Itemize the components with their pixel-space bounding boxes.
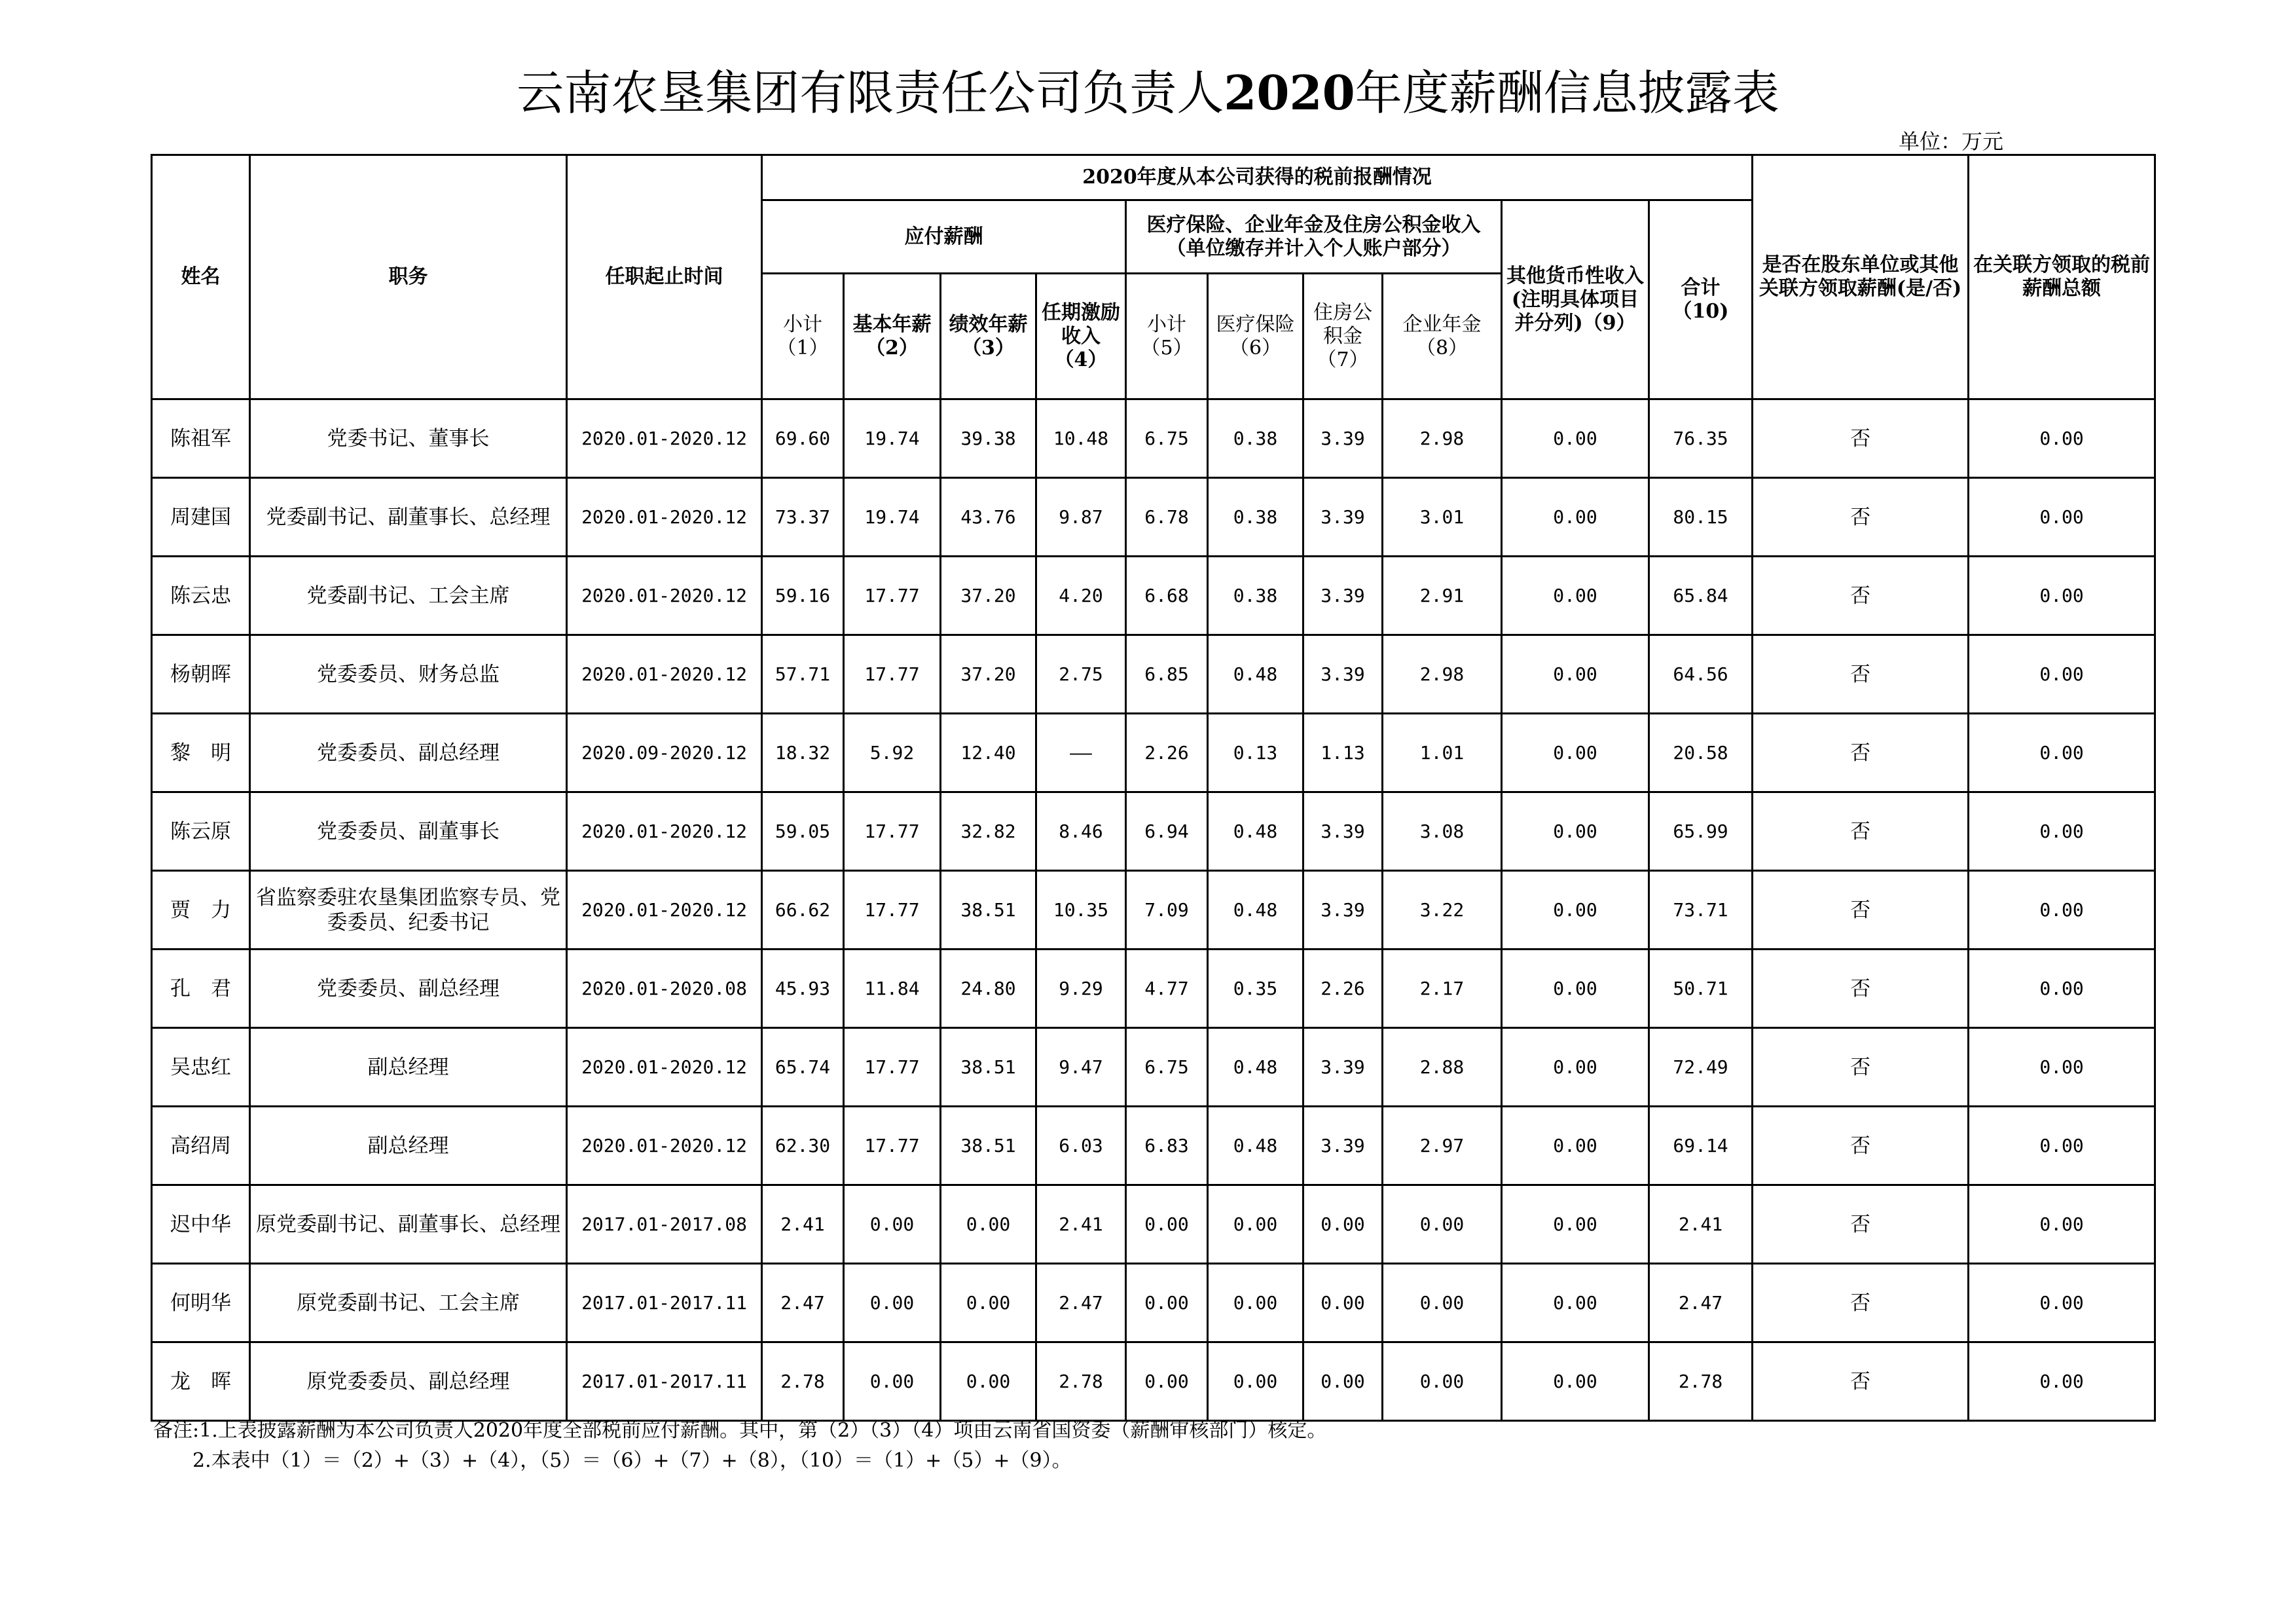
title-suffix: 年度薪酬信息披露表 bbox=[1355, 65, 1779, 120]
cell-performance-salary: 24.80 bbox=[941, 950, 1036, 1028]
cell-medical-insurance: 0.00 bbox=[1208, 1264, 1303, 1342]
header-total: 合计（10) bbox=[1649, 200, 1753, 399]
table-row bbox=[152, 1264, 2155, 1342]
cell-related-total: 0.00 bbox=[1969, 635, 2155, 714]
cell-term: 2020.09-2020.12 bbox=[567, 714, 762, 792]
cell-shareholder-pay: 否 bbox=[1753, 478, 1969, 557]
cell-position: 党委委员、副总经理 bbox=[250, 714, 567, 792]
header-shareholder-pay: 是否在股东单位或其他关联方领取薪酬(是/否) bbox=[1753, 155, 1969, 399]
cell-shareholder-pay: 否 bbox=[1753, 1185, 1969, 1264]
cell-other-income: 0.00 bbox=[1502, 399, 1649, 478]
cell-subtotal-1: 73.37 bbox=[762, 478, 844, 557]
cell-medical-insurance: 0.48 bbox=[1208, 792, 1303, 871]
table-row bbox=[152, 792, 2155, 871]
cell-tenure-incentive: 2.41 bbox=[1036, 1185, 1126, 1264]
cell-tenure-incentive: 9.47 bbox=[1036, 1028, 1126, 1107]
cell-subtotal-5: 0.00 bbox=[1126, 1264, 1208, 1342]
cell-term: 2020.01-2020.12 bbox=[567, 871, 762, 950]
cell-related-total: 0.00 bbox=[1969, 1028, 2155, 1107]
cell-other-income: 0.00 bbox=[1502, 792, 1649, 871]
cell-performance-salary: 0.00 bbox=[941, 1185, 1036, 1264]
cell-base-salary: 17.77 bbox=[844, 557, 941, 635]
cell-subtotal-5: 6.75 bbox=[1126, 1028, 1208, 1107]
cell-medical-insurance: 0.38 bbox=[1208, 399, 1303, 478]
table-row bbox=[152, 478, 2155, 557]
header-performance-salary: 绩效年薪（3） bbox=[941, 274, 1036, 399]
title-prefix: 云南农垦集团有限责任公司负责人 bbox=[517, 65, 1224, 120]
cell-base-salary: 0.00 bbox=[844, 1342, 941, 1421]
cell-tenure-incentive: 8.46 bbox=[1036, 792, 1126, 871]
footnotes bbox=[153, 1416, 1326, 1476]
cell-tenure-incentive: 9.29 bbox=[1036, 950, 1126, 1028]
cell-annuity: 1.01 bbox=[1383, 714, 1502, 792]
cell-medical-insurance: 0.38 bbox=[1208, 557, 1303, 635]
cell-position: 党委副书记、工会主席 bbox=[250, 557, 567, 635]
cell-annuity: 2.17 bbox=[1383, 950, 1502, 1028]
table-row bbox=[152, 399, 2155, 478]
header-term: 任职起止时间 bbox=[567, 155, 762, 399]
cell-position: 副总经理 bbox=[250, 1028, 567, 1107]
cell-total: 2.47 bbox=[1649, 1264, 1753, 1342]
cell-related-total: 0.00 bbox=[1969, 792, 2155, 871]
table-row bbox=[152, 1342, 2155, 1421]
cell-subtotal-5: 6.75 bbox=[1126, 399, 1208, 478]
cell-term: 2020.01-2020.12 bbox=[567, 1107, 762, 1185]
cell-medical-insurance: 0.00 bbox=[1208, 1185, 1303, 1264]
footnote-2: 2.本表中（1）＝（2）+（3）+（4），（5）＝（6）+（7）+（8），（10）＝（1）+（5）+（9）。 bbox=[192, 1449, 1072, 1472]
cell-base-salary: 0.00 bbox=[844, 1185, 941, 1264]
cell-performance-salary: 32.82 bbox=[941, 792, 1036, 871]
cell-annuity: 0.00 bbox=[1383, 1185, 1502, 1264]
table-row bbox=[152, 714, 2155, 792]
cell-medical-insurance: 0.00 bbox=[1208, 1342, 1303, 1421]
header-related-total: 在关联方领取的税前薪酬总额 bbox=[1969, 155, 2155, 399]
cell-name: 何明华 bbox=[152, 1264, 250, 1342]
cell-total: 20.58 bbox=[1649, 714, 1753, 792]
cell-medical-insurance: 0.13 bbox=[1208, 714, 1303, 792]
cell-term: 2020.01-2020.12 bbox=[567, 399, 762, 478]
cell-tenure-incentive: 4.20 bbox=[1036, 557, 1126, 635]
cell-other-income: 0.00 bbox=[1502, 1342, 1649, 1421]
cell-term: 2020.01-2020.12 bbox=[567, 1028, 762, 1107]
cell-total: 73.71 bbox=[1649, 871, 1753, 950]
cell-related-total: 0.00 bbox=[1969, 1107, 2155, 1185]
cell-housing-fund: 3.39 bbox=[1303, 792, 1383, 871]
cell-name: 周建国 bbox=[152, 478, 250, 557]
header-insurance-group: 医疗保险、企业年金及住房公积金收入（单位缴存并计入个人账户部分） bbox=[1126, 200, 1502, 274]
cell-tenure-incentive: —— bbox=[1036, 714, 1126, 792]
header-other-income: 其他货币性收入(注明具体项目并分列)（9） bbox=[1502, 200, 1649, 399]
cell-shareholder-pay: 否 bbox=[1753, 792, 1969, 871]
cell-tenure-incentive: 10.35 bbox=[1036, 871, 1126, 950]
cell-housing-fund: 0.00 bbox=[1303, 1185, 1383, 1264]
cell-term: 2020.01-2020.12 bbox=[567, 792, 762, 871]
cell-subtotal-1: 59.05 bbox=[762, 792, 844, 871]
cell-housing-fund: 3.39 bbox=[1303, 1107, 1383, 1185]
cell-shareholder-pay: 否 bbox=[1753, 714, 1969, 792]
header-housing-fund: 住房公积金（7） bbox=[1303, 274, 1383, 399]
cell-medical-insurance: 0.35 bbox=[1208, 950, 1303, 1028]
cell-housing-fund: 1.13 bbox=[1303, 714, 1383, 792]
cell-annuity: 2.97 bbox=[1383, 1107, 1502, 1185]
cell-performance-salary: 38.51 bbox=[941, 871, 1036, 950]
cell-annuity: 3.08 bbox=[1383, 792, 1502, 871]
cell-name: 龙 晖 bbox=[152, 1342, 250, 1421]
cell-performance-salary: 37.20 bbox=[941, 557, 1036, 635]
cell-subtotal-5: 6.85 bbox=[1126, 635, 1208, 714]
cell-subtotal-5: 6.94 bbox=[1126, 792, 1208, 871]
cell-related-total: 0.00 bbox=[1969, 557, 2155, 635]
cell-housing-fund: 3.39 bbox=[1303, 635, 1383, 714]
cell-tenure-incentive: 9.87 bbox=[1036, 478, 1126, 557]
cell-subtotal-1: 2.78 bbox=[762, 1342, 844, 1421]
cell-position: 党委委员、副总经理 bbox=[250, 950, 567, 1028]
header-position: 职务 bbox=[250, 155, 567, 399]
cell-base-salary: 17.77 bbox=[844, 635, 941, 714]
cell-term: 2017.01-2017.11 bbox=[567, 1264, 762, 1342]
table-row bbox=[152, 871, 2155, 950]
header-annuity: 企业年金（8） bbox=[1383, 274, 1502, 399]
cell-housing-fund: 0.00 bbox=[1303, 1342, 1383, 1421]
cell-total: 50.71 bbox=[1649, 950, 1753, 1028]
cell-housing-fund: 3.39 bbox=[1303, 399, 1383, 478]
cell-total: 80.15 bbox=[1649, 478, 1753, 557]
cell-subtotal-5: 2.26 bbox=[1126, 714, 1208, 792]
cell-name: 黎 明 bbox=[152, 714, 250, 792]
cell-annuity: 2.98 bbox=[1383, 635, 1502, 714]
cell-performance-salary: 0.00 bbox=[941, 1264, 1036, 1342]
table-row bbox=[152, 1107, 2155, 1185]
table-row bbox=[152, 635, 2155, 714]
header-medical-insurance: 医疗保险（6） bbox=[1208, 274, 1303, 399]
cell-shareholder-pay: 否 bbox=[1753, 871, 1969, 950]
table-header bbox=[152, 155, 2155, 399]
cell-other-income: 0.00 bbox=[1502, 714, 1649, 792]
cell-total: 65.84 bbox=[1649, 557, 1753, 635]
cell-total: 2.41 bbox=[1649, 1185, 1753, 1264]
cell-term: 2020.01-2020.08 bbox=[567, 950, 762, 1028]
cell-total: 76.35 bbox=[1649, 399, 1753, 478]
cell-other-income: 0.00 bbox=[1502, 1028, 1649, 1107]
cell-shareholder-pay: 否 bbox=[1753, 950, 1969, 1028]
cell-subtotal-5: 4.77 bbox=[1126, 950, 1208, 1028]
cell-annuity: 2.91 bbox=[1383, 557, 1502, 635]
salary-table bbox=[151, 154, 2156, 1422]
cell-name: 迟中华 bbox=[152, 1185, 250, 1264]
cell-shareholder-pay: 否 bbox=[1753, 399, 1969, 478]
table-row bbox=[152, 1028, 2155, 1107]
cell-related-total: 0.00 bbox=[1969, 871, 2155, 950]
cell-subtotal-1: 45.93 bbox=[762, 950, 844, 1028]
cell-subtotal-1: 66.62 bbox=[762, 871, 844, 950]
cell-other-income: 0.00 bbox=[1502, 871, 1649, 950]
cell-term: 2017.01-2017.11 bbox=[567, 1342, 762, 1421]
cell-other-income: 0.00 bbox=[1502, 478, 1649, 557]
cell-base-salary: 19.74 bbox=[844, 399, 941, 478]
cell-annuity: 0.00 bbox=[1383, 1264, 1502, 1342]
cell-subtotal-5: 6.83 bbox=[1126, 1107, 1208, 1185]
cell-subtotal-5: 6.68 bbox=[1126, 557, 1208, 635]
cell-base-salary: 19.74 bbox=[844, 478, 941, 557]
cell-base-salary: 17.77 bbox=[844, 1107, 941, 1185]
cell-base-salary: 17.77 bbox=[844, 871, 941, 950]
cell-total: 2.78 bbox=[1649, 1342, 1753, 1421]
cell-name: 陈云原 bbox=[152, 792, 250, 871]
table-row bbox=[152, 557, 2155, 635]
cell-annuity: 3.01 bbox=[1383, 478, 1502, 557]
cell-term: 2020.01-2020.12 bbox=[567, 557, 762, 635]
cell-name: 陈云忠 bbox=[152, 557, 250, 635]
cell-shareholder-pay: 否 bbox=[1753, 1264, 1969, 1342]
cell-other-income: 0.00 bbox=[1502, 635, 1649, 714]
footnote-1: 备注:1.上表披露薪酬为本公司负责人2020年度全部税前应付薪酬。其中，第（2）（3）（4）项由云南省国资委（薪酬审核部门）核定。 bbox=[153, 1419, 1327, 1442]
cell-position: 原党委副书记、工会主席 bbox=[250, 1264, 567, 1342]
cell-shareholder-pay: 否 bbox=[1753, 1107, 1969, 1185]
cell-tenure-incentive: 10.48 bbox=[1036, 399, 1126, 478]
cell-subtotal-1: 65.74 bbox=[762, 1028, 844, 1107]
cell-other-income: 0.00 bbox=[1502, 1185, 1649, 1264]
cell-tenure-incentive: 2.47 bbox=[1036, 1264, 1126, 1342]
cell-name: 杨朝晖 bbox=[152, 635, 250, 714]
cell-subtotal-1: 69.60 bbox=[762, 399, 844, 478]
cell-medical-insurance: 0.38 bbox=[1208, 478, 1303, 557]
cell-position: 党委委员、副董事长 bbox=[250, 792, 567, 871]
cell-other-income: 0.00 bbox=[1502, 1107, 1649, 1185]
cell-position: 党委副书记、副董事长、总经理 bbox=[250, 478, 567, 557]
cell-related-total: 0.00 bbox=[1969, 1342, 2155, 1421]
cell-position: 党委书记、董事长 bbox=[250, 399, 567, 478]
cell-position: 党委委员、财务总监 bbox=[250, 635, 567, 714]
cell-name: 孔 君 bbox=[152, 950, 250, 1028]
cell-annuity: 3.22 bbox=[1383, 871, 1502, 950]
cell-subtotal-5: 6.78 bbox=[1126, 478, 1208, 557]
cell-total: 65.99 bbox=[1649, 792, 1753, 871]
cell-related-total: 0.00 bbox=[1969, 399, 2155, 478]
cell-term: 2020.01-2020.12 bbox=[567, 635, 762, 714]
header-subtotal-5: 小计（5） bbox=[1126, 274, 1208, 399]
cell-subtotal-1: 57.71 bbox=[762, 635, 844, 714]
cell-name: 吴忠红 bbox=[152, 1028, 250, 1107]
cell-shareholder-pay: 否 bbox=[1753, 1028, 1969, 1107]
cell-base-salary: 17.77 bbox=[844, 792, 941, 871]
cell-base-salary: 11.84 bbox=[844, 950, 941, 1028]
cell-shareholder-pay: 否 bbox=[1753, 557, 1969, 635]
cell-performance-salary: 39.38 bbox=[941, 399, 1036, 478]
cell-performance-salary: 38.51 bbox=[941, 1028, 1036, 1107]
cell-subtotal-1: 2.41 bbox=[762, 1185, 844, 1264]
header-base-salary: 基本年薪（2） bbox=[844, 274, 941, 399]
cell-base-salary: 17.77 bbox=[844, 1028, 941, 1107]
cell-annuity: 0.00 bbox=[1383, 1342, 1502, 1421]
cell-shareholder-pay: 否 bbox=[1753, 1342, 1969, 1421]
page-title bbox=[0, 60, 2296, 126]
cell-name: 贾 力 bbox=[152, 871, 250, 950]
cell-annuity: 2.88 bbox=[1383, 1028, 1502, 1107]
cell-performance-salary: 38.51 bbox=[941, 1107, 1036, 1185]
cell-housing-fund: 0.00 bbox=[1303, 1264, 1383, 1342]
cell-total: 72.49 bbox=[1649, 1028, 1753, 1107]
cell-position: 副总经理 bbox=[250, 1107, 567, 1185]
cell-term: 2020.01-2020.12 bbox=[567, 478, 762, 557]
cell-subtotal-1: 2.47 bbox=[762, 1264, 844, 1342]
cell-shareholder-pay: 否 bbox=[1753, 635, 1969, 714]
cell-other-income: 0.00 bbox=[1502, 1264, 1649, 1342]
title-year: 2020 bbox=[1224, 65, 1355, 120]
cell-tenure-incentive: 2.75 bbox=[1036, 635, 1126, 714]
unit-label: 单位：万元 bbox=[1899, 129, 2004, 154]
cell-subtotal-1: 62.30 bbox=[762, 1107, 844, 1185]
cell-total: 69.14 bbox=[1649, 1107, 1753, 1185]
cell-total: 64.56 bbox=[1649, 635, 1753, 714]
cell-related-total: 0.00 bbox=[1969, 1185, 2155, 1264]
cell-other-income: 0.00 bbox=[1502, 950, 1649, 1028]
cell-subtotal-5: 7.09 bbox=[1126, 871, 1208, 950]
cell-medical-insurance: 0.48 bbox=[1208, 1028, 1303, 1107]
table-row bbox=[152, 950, 2155, 1028]
cell-subtotal-1: 18.32 bbox=[762, 714, 844, 792]
cell-position: 省监察委驻农垦集团监察专员、党委委员、纪委书记 bbox=[250, 871, 567, 950]
table-row bbox=[152, 1185, 2155, 1264]
header-name: 姓名 bbox=[152, 155, 250, 399]
cell-base-salary: 5.92 bbox=[844, 714, 941, 792]
cell-medical-insurance: 0.48 bbox=[1208, 1107, 1303, 1185]
cell-term: 2017.01-2017.08 bbox=[567, 1185, 762, 1264]
header-subtotal-1: 小计（1） bbox=[762, 274, 844, 399]
cell-subtotal-5: 0.00 bbox=[1126, 1185, 1208, 1264]
cell-housing-fund: 2.26 bbox=[1303, 950, 1383, 1028]
cell-housing-fund: 3.39 bbox=[1303, 557, 1383, 635]
header-payable-salary: 应付薪酬 bbox=[762, 200, 1126, 274]
cell-performance-salary: 43.76 bbox=[941, 478, 1036, 557]
cell-housing-fund: 3.39 bbox=[1303, 1028, 1383, 1107]
cell-medical-insurance: 0.48 bbox=[1208, 635, 1303, 714]
cell-subtotal-1: 59.16 bbox=[762, 557, 844, 635]
cell-related-total: 0.00 bbox=[1969, 1264, 2155, 1342]
cell-subtotal-5: 0.00 bbox=[1126, 1342, 1208, 1421]
cell-related-total: 0.00 bbox=[1969, 478, 2155, 557]
cell-position: 原党委副书记、副董事长、总经理 bbox=[250, 1185, 567, 1264]
cell-name: 高绍周 bbox=[152, 1107, 250, 1185]
cell-other-income: 0.00 bbox=[1502, 557, 1649, 635]
cell-position: 原党委委员、副总经理 bbox=[250, 1342, 567, 1421]
cell-tenure-incentive: 6.03 bbox=[1036, 1107, 1126, 1185]
cell-medical-insurance: 0.48 bbox=[1208, 871, 1303, 950]
header-pretax-group: 2020年度从本公司获得的税前报酬情况 bbox=[762, 155, 1753, 200]
header-tenure-incentive: 任期激励收入（4） bbox=[1036, 274, 1126, 399]
cell-tenure-incentive: 2.78 bbox=[1036, 1342, 1126, 1421]
cell-performance-salary: 37.20 bbox=[941, 635, 1036, 714]
cell-housing-fund: 3.39 bbox=[1303, 871, 1383, 950]
cell-name: 陈祖军 bbox=[152, 399, 250, 478]
cell-performance-salary: 12.40 bbox=[941, 714, 1036, 792]
cell-base-salary: 0.00 bbox=[844, 1264, 941, 1342]
cell-annuity: 2.98 bbox=[1383, 399, 1502, 478]
cell-related-total: 0.00 bbox=[1969, 950, 2155, 1028]
cell-related-total: 0.00 bbox=[1969, 714, 2155, 792]
table-body bbox=[152, 399, 2155, 1421]
cell-housing-fund: 3.39 bbox=[1303, 478, 1383, 557]
cell-performance-salary: 0.00 bbox=[941, 1342, 1036, 1421]
